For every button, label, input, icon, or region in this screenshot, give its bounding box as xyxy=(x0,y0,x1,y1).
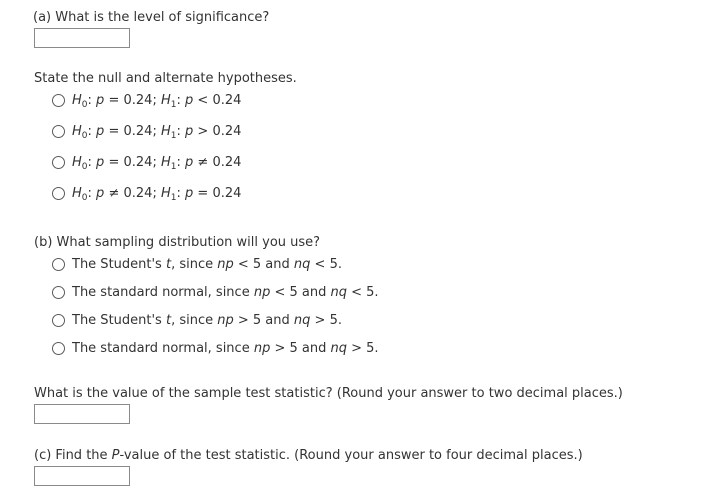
p-value-variable: P xyxy=(111,448,120,463)
hypothesis-label: $H_0$: p ≠ 0.24; $H_1$: p = 0.24 xyxy=(72,185,242,203)
distribution-label: The standard normal, since np < 5 and nq < 5. xyxy=(72,284,379,300)
p-value-input[interactable] xyxy=(34,466,130,486)
significance-level-input[interactable] xyxy=(34,28,130,48)
question-p-value xyxy=(34,448,583,464)
question-test-statistic: What is the value of the sample test statistic? (Round your answer to two decimal places.) xyxy=(34,386,623,401)
distribution-option-1[interactable] xyxy=(52,255,342,273)
hypothesis-option-1[interactable] xyxy=(52,91,241,109)
radio-button[interactable] xyxy=(52,156,65,169)
radio-button[interactable] xyxy=(52,94,65,107)
distribution-label: The Student's t, since np > 5 and nq > 5. xyxy=(72,312,342,328)
hypothesis-label: $H_0$: p = 0.24; $H_1$: p > 0.24 xyxy=(72,123,242,141)
hypothesis-label: $H_0$: p = 0.24; $H_1$: p ≠ 0.24 xyxy=(72,154,242,172)
radio-button[interactable] xyxy=(52,286,65,299)
p-value-tail: -value of the test statistic. (Round your answer to four decimal places.) xyxy=(119,448,583,463)
distribution-option-2[interactable] xyxy=(52,283,379,301)
question-sampling-distribution: (b) What sampling distribution will you use? xyxy=(34,235,321,250)
radio-button[interactable] xyxy=(52,125,65,138)
radio-button[interactable] xyxy=(52,187,65,200)
hypothesis-option-4[interactable] xyxy=(52,184,241,202)
hypothesis-option-3[interactable] xyxy=(52,153,241,171)
radio-button[interactable] xyxy=(52,258,65,271)
hypothesis-label: $H_0$: p = 0.24; $H_1$: p < 0.24 xyxy=(72,92,242,110)
hypotheses-prompt: State the null and alternate hypotheses. xyxy=(34,71,297,86)
radio-button[interactable] xyxy=(52,342,65,355)
hypothesis-option-2[interactable] xyxy=(52,122,241,140)
p-value-lead: (c) Find the xyxy=(34,448,112,463)
question-level-of-significance: (a) What is the level of significance? xyxy=(33,10,270,25)
distribution-label: The standard normal, since np > 5 and nq > 5. xyxy=(72,340,379,356)
distribution-label: The Student's t, since np < 5 and nq < 5. xyxy=(72,256,342,272)
distribution-option-4[interactable] xyxy=(52,339,379,357)
radio-button[interactable] xyxy=(52,314,65,327)
test-statistic-input[interactable] xyxy=(34,404,130,424)
distribution-option-3[interactable] xyxy=(52,311,342,329)
